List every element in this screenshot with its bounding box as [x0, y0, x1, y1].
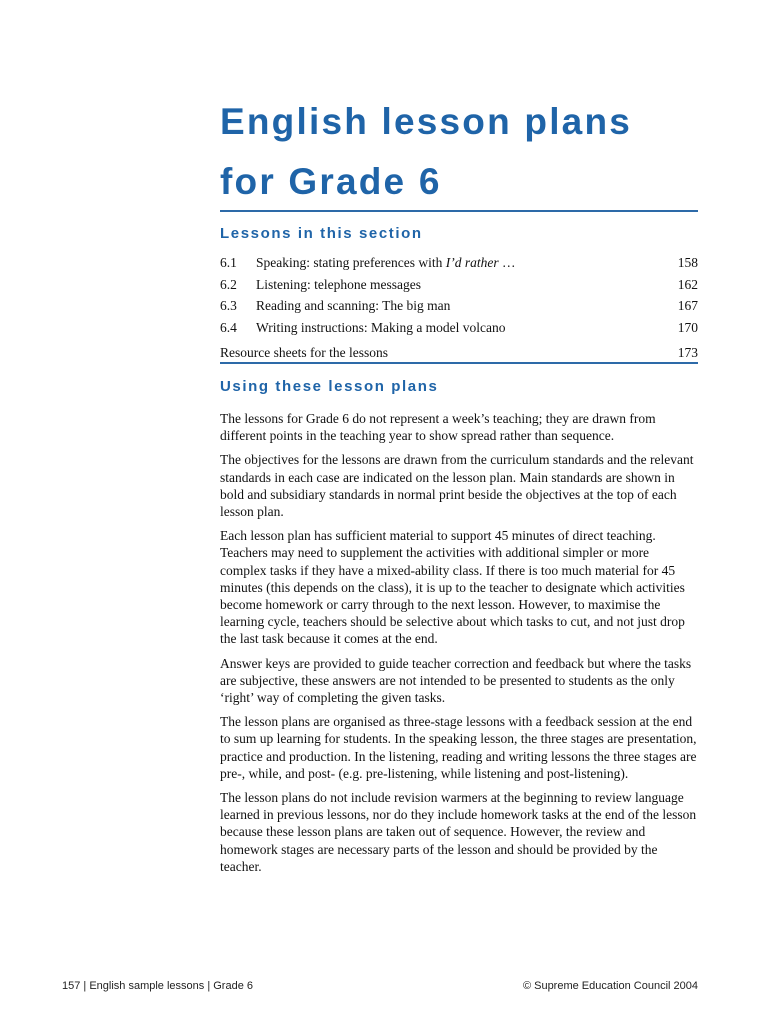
body-paragraph: The lesson plans do not include revision warmers at the beginning to review language learned in previous lessons, nor do they include homework tasks at the end of the lesson because these lesson plans are taken out of sequence. However, the review and homework stages are necessary parts of the lesson and should be provided by the teacher. [220, 790, 697, 874]
toc-row-title: Speaking: stating preferences with I’d rather … [256, 255, 516, 270]
footer-page-info: 157 | English sample lessons | Grade 6 [62, 980, 253, 992]
toc-row-number: 6.2 [220, 276, 237, 292]
toc-row-title: Listening: telephone messages [256, 276, 421, 292]
page-footer [62, 980, 698, 996]
toc-row-title: Reading and scanning: The big man [256, 298, 451, 313]
lessons-table-of-contents [220, 252, 698, 364]
toc-row [220, 274, 698, 296]
toc-resource-title: Resource sheets for the lessons [220, 345, 388, 360]
toc-row-title: Writing instructions: Making a model volcano [256, 319, 506, 335]
toc-row [220, 252, 698, 274]
body-paragraph: The lesson plans are organised as three-stage lessons with a feedback session at the end to sum up learning for students. In the speaking lesson, the three stages are presentation, practice and production. In the listening, reading and writing lessons the three stages are pre-, while, and post- (e.g. pre-listening, while listening and post-listening). [220, 714, 697, 781]
title-line-2: for Grade 6 [220, 161, 442, 202]
section-divider-top [220, 210, 698, 212]
toc-row-number: 6.1 [220, 255, 237, 270]
toc-row-page: 167 [677, 298, 698, 313]
using-section-body [220, 410, 698, 882]
body-paragraph: Answer keys are provided to guide teacher correction and feedback but where the tasks are subjective, these answers are not intended to be presented to students as the only ‘right’ way of completing the given tasks. [220, 655, 692, 706]
toc-row [220, 295, 698, 317]
footer-copyright: © Supreme Education Council 2004 [522, 980, 698, 992]
toc-resource-row [220, 342, 698, 364]
body-paragraph: The lessons for Grade 6 do not represent a week’s teaching; they are drawn from different points in the teaching year to show spread rather than sequence. [220, 411, 656, 444]
toc-row-page: 170 [677, 319, 698, 335]
title-line-1: English lesson plans [220, 101, 633, 142]
toc-resource-page: 173 [677, 345, 698, 360]
toc-row-number: 6.3 [220, 298, 237, 313]
using-section-heading: Using these lesson plans [220, 378, 439, 395]
lessons-section-heading: Lessons in this section [220, 225, 423, 242]
body-paragraph: Each lesson plan has sufficient material to support 45 minutes of direct teaching. Teachers may need to supplement the activities with additional simpler or more complex tasks if they have a mixed-ability class. If there is too much material for 45 minutes (this depends on the class), it is up to the teacher to designate which activities become homework or carry through to the next lesson. However, to maximise the learning cycle, teachers should be selective about which tasks to cut, and not just drop the last task because it comes at the end. [220, 528, 685, 647]
toc-row-page: 162 [677, 276, 698, 292]
toc-row-number: 6.4 [220, 319, 237, 335]
page-title [220, 92, 700, 212]
section-divider-middle [220, 362, 698, 364]
body-paragraph: The objectives for the lessons are drawn from the curriculum standards and the relevant standards in each case are indicated on the lesson plan. Main standards are shown in bold and subsidiary standards in normal print beside the objectives at the top of each lesson plan. [220, 452, 694, 520]
toc-row-page: 158 [677, 255, 698, 270]
toc-row-title-italic: I’d rather [445, 255, 499, 270]
toc-row [220, 317, 698, 339]
